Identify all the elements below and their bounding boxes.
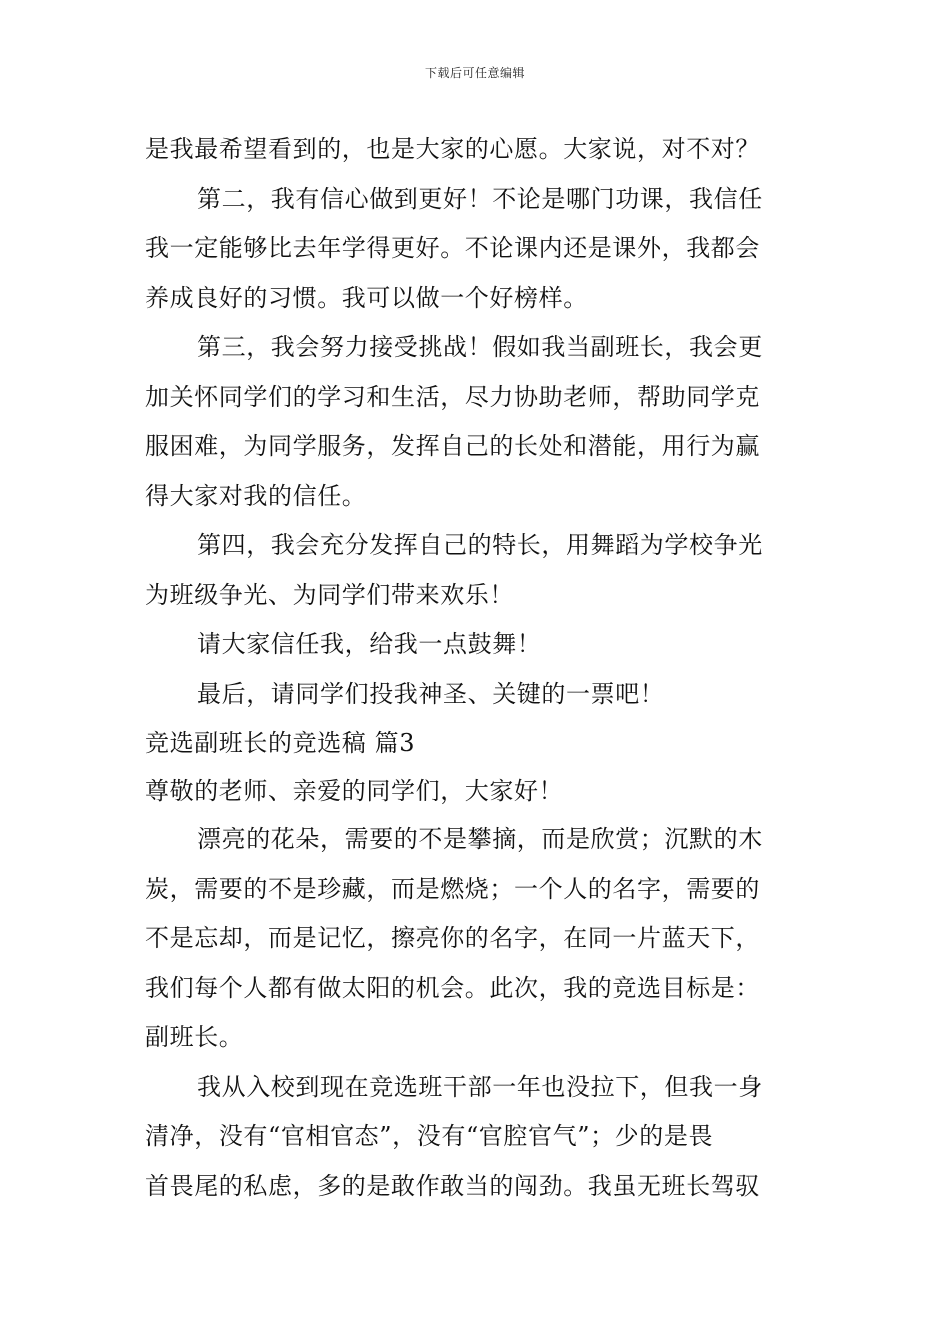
text-line: 第二，我有信心做到更好！不论是哪门功课，我信任 <box>197 184 763 213</box>
text-line: 养成良好的习惯。我可以做一个好榜样。 <box>145 283 588 312</box>
greeting-line: 尊敬的老师、亲爱的同学们，大家好！ <box>145 777 564 805</box>
text-line: 第三，我会努力接受挑战！假如我当副班长，我会更 <box>197 333 763 361</box>
text-line: 服困难，为同学服务，发挥自己的长处和潜能，用行为赢 <box>145 432 760 460</box>
document-body <box>145 125 810 1211</box>
text-line: 最后，请同学们投我神圣、关键的一票吧！ <box>197 679 665 708</box>
text-line: 副班长。 <box>145 1023 244 1051</box>
text-line: 漂亮的花朵，需要的不是攀摘，而是欣赏；沉默的木 <box>197 825 763 853</box>
text-line: 是我最希望看到的，也是大家的心愿。大家说，对不对？ <box>145 135 760 163</box>
text-line: 不是忘却，而是记忆，擦亮你的名字，在同一片蓝天下， <box>145 924 760 952</box>
text-line: 清净，没有“官相官态”，没有“官腔官气”；少的是畏 <box>145 1122 714 1150</box>
text-line: 请大家信任我，给我一点鼓舞！ <box>197 630 542 658</box>
text-line: 炭，需要的不是珍藏，而是燃烧；一个人的名字，需要的 <box>145 874 760 903</box>
section-title: 竞选副班长的竞选稿 篇3 <box>145 729 416 757</box>
text-line: 得大家对我的信任。 <box>145 481 367 510</box>
text-line: 加关怀同学们的学习和生活，尽力协助老师，帮助同学克 <box>145 382 760 411</box>
text-line: 第四，我会充分发挥自己的特长，用舞蹈为学校争光 <box>197 531 763 559</box>
text-line: 为班级争光、为同学们带来欢乐！ <box>145 580 514 609</box>
text-line: 我从入校到现在竞选班干部一年也没拉下，但我一身 <box>197 1072 763 1101</box>
text-line: 我一定能够比去年学得更好。不论课内还是课外，我都会 <box>145 234 760 262</box>
text-line: 我们每个人都有做太阳的机会。此次，我的竞选目标是： <box>145 973 760 1002</box>
text-line: 首畏尾的私虑，多的是敢作敢当的闯劲。我虽无班长驾驭 <box>145 1171 760 1200</box>
page-header: 下载后可任意编辑 <box>424 66 525 80</box>
